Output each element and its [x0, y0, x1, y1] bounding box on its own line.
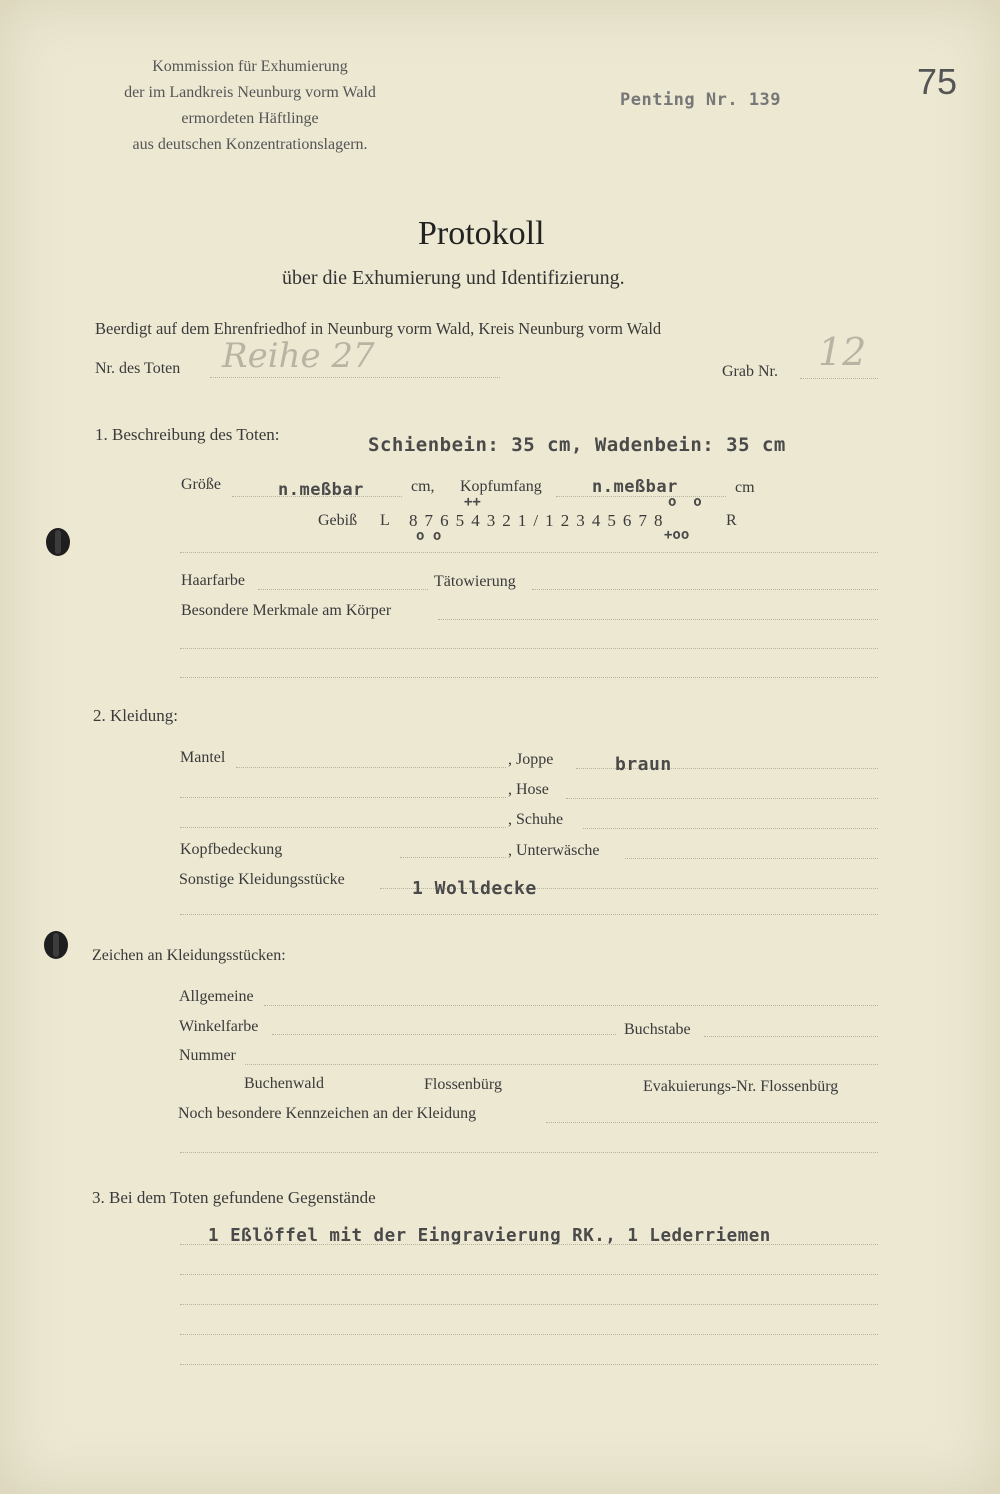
tattoo-line	[532, 589, 878, 590]
punch-hole-top	[46, 528, 70, 556]
grave-nr-line	[800, 378, 878, 379]
reference-number: Penting Nr. 139	[620, 90, 782, 110]
commission-line: ermordeten Häftlinge	[181, 110, 319, 127]
cm-label-1: cm,	[411, 478, 435, 495]
size-label: Größe	[181, 476, 221, 493]
dead-nr-handwritten: Reihe 27	[222, 336, 375, 376]
other-clothing-value: 1 Wolldecke	[412, 878, 537, 899]
teeth-numbers: 8 7 6 5 4 3 2 1 / 1 2 3 4 5 6 7 8	[409, 511, 664, 530]
items-line-1	[180, 1244, 878, 1245]
coat-line	[236, 767, 506, 768]
headwear-label: Kopfbedeckung	[180, 841, 283, 858]
coat-label: Mantel	[180, 749, 226, 766]
camp-flossenbuerg: Flossenbürg	[424, 1076, 502, 1093]
head-circumference-label: Kopfumfang	[460, 478, 542, 495]
body-features-label: Besondere Merkmale am Körper	[181, 602, 392, 619]
dead-nr-line	[210, 377, 500, 378]
winkel-color-label: Winkelfarbe	[179, 1018, 259, 1035]
teeth-mark-top-plus: ++	[464, 494, 481, 510]
number-label: Nummer	[179, 1047, 236, 1064]
general-label: Allgemeine	[179, 988, 254, 1005]
camp-buchenwald: Buchenwald	[244, 1075, 324, 1092]
headwear-line	[400, 857, 506, 858]
teeth-line	[180, 552, 878, 553]
special-marks-label: Noch besondere Kennzeichen an der Kleidung	[178, 1105, 477, 1122]
letter-label: Buchstabe	[624, 1021, 691, 1038]
features-line	[438, 619, 878, 620]
teeth-left-marker: L	[380, 512, 390, 529]
trousers-line	[566, 798, 878, 799]
burial-line: Beerdigt auf dem Ehrenfriedhof in Neunburg vorm Wald, Kreis Neunburg vorm Wald	[95, 319, 662, 338]
other-clothing-line-2	[180, 914, 878, 915]
evacuation-number-label: Evakuierungs-Nr. Flossenbürg	[643, 1078, 839, 1095]
document-subtitle: über die Exhumierung und Identifizierung.	[282, 267, 625, 289]
commission-line: aus deutschen Konzentrationslagern.	[132, 136, 368, 153]
section2-heading: 2. Kleidung:	[93, 706, 178, 725]
page-number: 75	[917, 61, 958, 102]
special-marks-line	[546, 1122, 878, 1123]
winkel-line	[272, 1034, 616, 1035]
cm-label-2: cm	[735, 479, 755, 496]
other-clothing-label: Sonstige Kleidungsstücke	[179, 871, 345, 888]
letter-line	[704, 1036, 878, 1037]
teeth-label: Gebiß	[318, 512, 358, 529]
underwear-line	[625, 858, 878, 859]
number-line	[245, 1064, 878, 1065]
underwear-label: , Unterwäsche	[508, 842, 600, 859]
shoes-label: , Schuhe	[508, 811, 564, 828]
clothing-marks-heading: Zeichen an Kleidungsstücken:	[92, 947, 286, 964]
items-line-2	[180, 1274, 878, 1275]
dead-nr-label: Nr. des Toten	[95, 360, 181, 377]
teeth-mark-top-o: o o	[668, 494, 702, 510]
section3-heading: 3. Bei dem Toten gefundene Gegenstände	[92, 1188, 376, 1207]
general-line	[264, 1005, 878, 1006]
size-value: n.meßbar	[278, 480, 364, 500]
jacket-label: , Joppe	[508, 751, 554, 768]
items-line-3	[180, 1304, 878, 1305]
clothing-line-left-2	[180, 827, 506, 828]
bone-measurement-note: Schienbein: 35 cm, Wadenbein: 35 cm	[368, 434, 786, 456]
clothing-line-left-1	[180, 797, 506, 798]
shoes-line	[583, 828, 878, 829]
section1-heading: 1. Beschreibung des Toten:	[95, 425, 280, 444]
tattoo-label: Tätowierung	[434, 573, 516, 590]
commission-line: Kommission für Exhumierung	[152, 58, 348, 75]
hair-line	[258, 589, 428, 590]
grave-nr-handwritten: 12	[818, 330, 867, 374]
trousers-label: , Hose	[508, 781, 549, 798]
head-circumference-value: n.meßbar	[592, 477, 678, 497]
features-line-3	[180, 677, 878, 678]
teeth-right-marker: R	[726, 512, 737, 529]
grave-nr-label: Grab Nr.	[722, 363, 778, 380]
found-items-value: 1 Eßlöffel mit der Eingravierung RK., 1 Lederriemen	[208, 1226, 771, 1246]
teeth-mark-bottom-right: +oo	[664, 527, 690, 543]
items-line-5	[180, 1364, 878, 1365]
commission-line: der im Landkreis Neunburg vorm Wald	[124, 84, 376, 101]
teeth-mark-bottom-left: o o	[416, 528, 442, 544]
commission-header	[80, 54, 420, 158]
special-marks-line-2	[180, 1152, 878, 1153]
jacket-value: braun	[615, 754, 672, 775]
document-title: Protokoll	[418, 215, 545, 252]
features-line-2	[180, 648, 878, 649]
items-line-4	[180, 1334, 878, 1335]
punch-hole-bottom	[44, 931, 68, 959]
hair-color-label: Haarfarbe	[181, 572, 245, 589]
